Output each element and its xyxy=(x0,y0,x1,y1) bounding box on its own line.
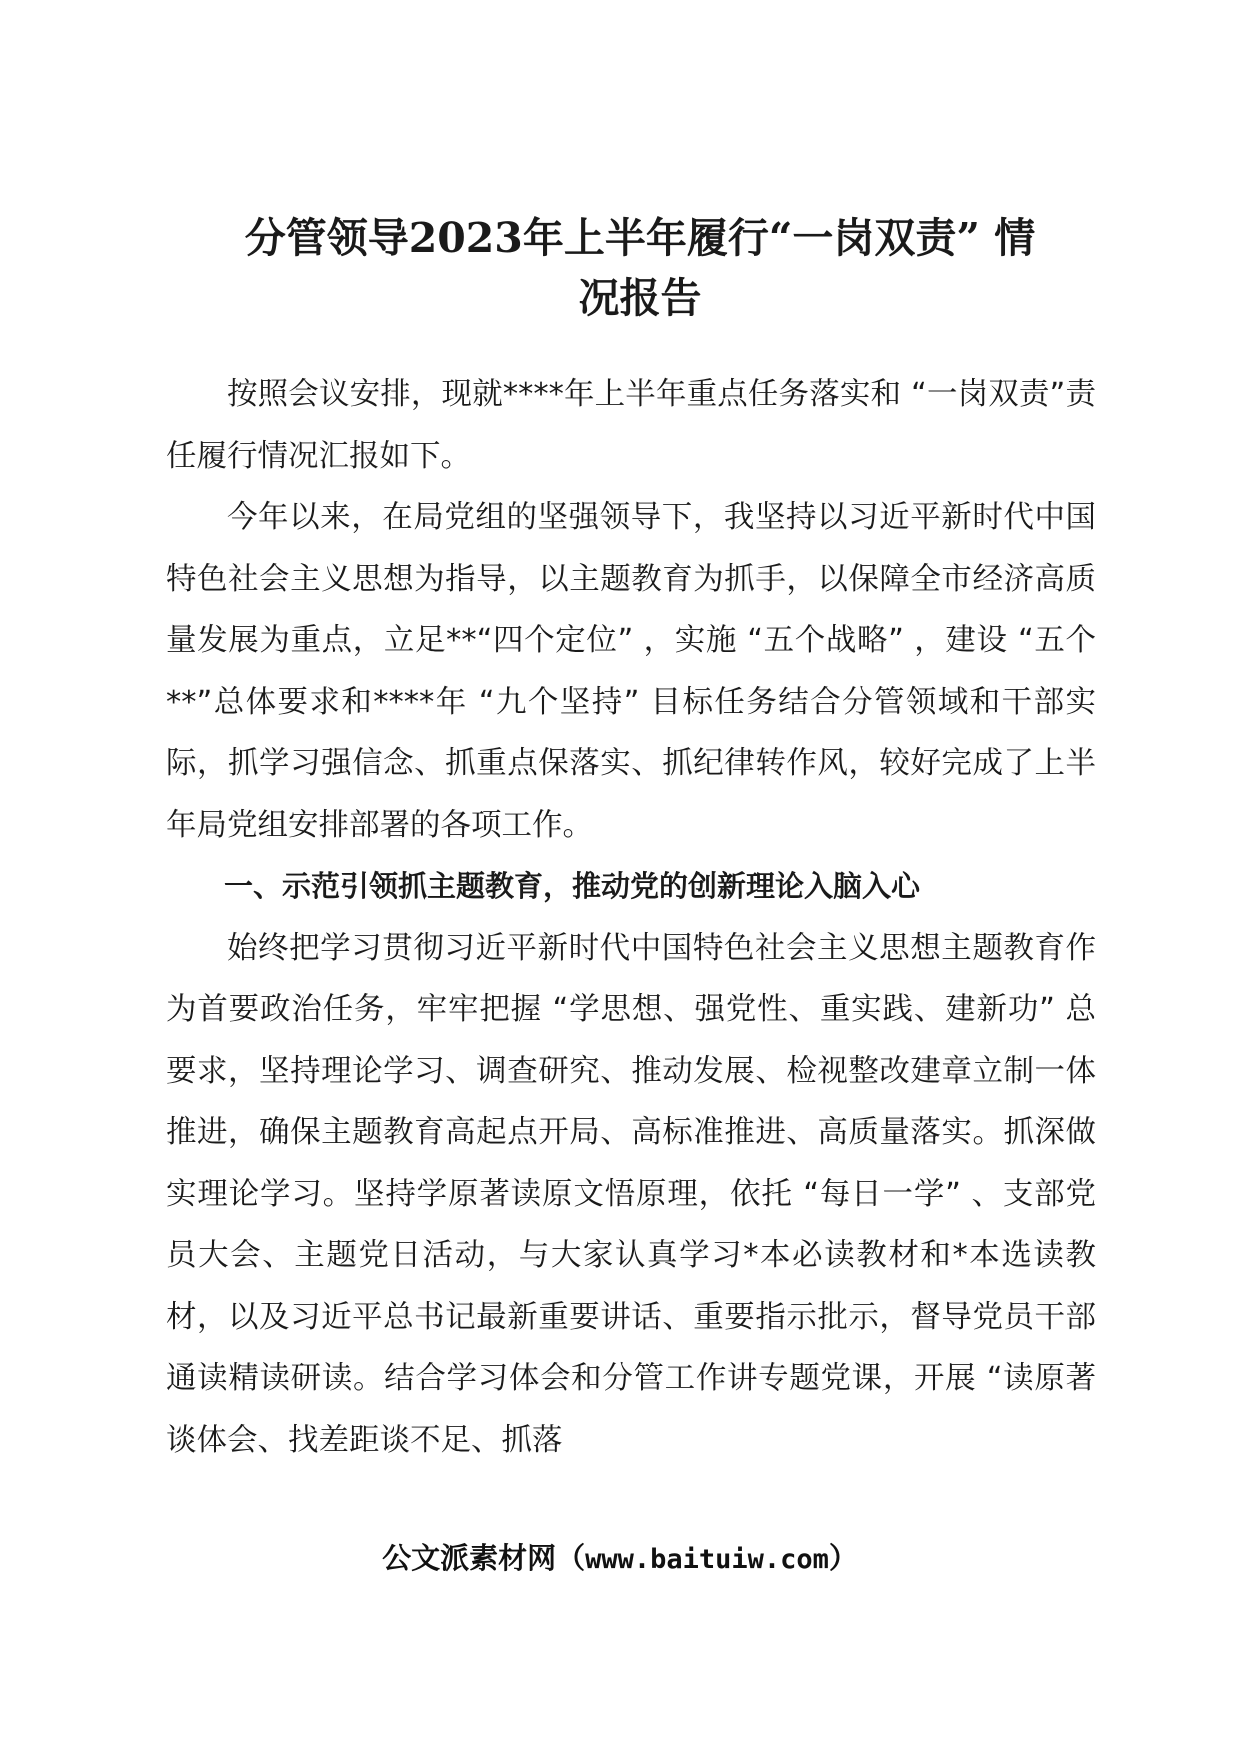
section-paragraph: 始终把学习贯彻习近平新时代中国特色社会主义思想主题教育作为首要政治任务，牢牢把握 “学思想、强党性、重实践、建新功” 总要求，坚持理论学习、调查研究、推动发展、检视整改建章立制一体推进，确保主题教育高起点开局、高标准推进、高质量落实。抓深做实理论学习。坚持学原著读原文悟原理，依托 “每日一学” 、支部党员大会、主题党日活动，与大家认真学习*本必读教材和*本选读教材，以及习近平总书记最新重要讲话、重要指示批示，督导党员干部通读精读研读。结合学习体会和分管工作讲专题党课，开展 “读原著谈体会、找差距谈不足、抓落 xyxy=(166,930,1096,1458)
footer-watermark xyxy=(0,1538,1240,1580)
title-line-2: 况报告 xyxy=(578,274,702,322)
section-heading: 一、示范引领抓主题教育，推动党的创新理论入脑入心 xyxy=(224,869,921,903)
document-body xyxy=(166,364,1096,1471)
document-title xyxy=(160,208,1120,328)
intro-paragraph: 按照会议安排，现就****年上半年重点任务落实和 “一岗双责”责任履行情况汇报如下。 xyxy=(166,377,1096,474)
footer-site-name: 公文派素材网（ xyxy=(382,1541,586,1575)
footer-site-close: ） xyxy=(828,1541,858,1575)
footer-site-url: www.baituiw.com xyxy=(585,1544,829,1575)
title-line-1: 分管领导2023年上半年履行“一岗双责” 情 xyxy=(244,214,1036,262)
summary-paragraph: 今年以来，在局党组的坚强领导下，我坚持以习近平新时代中国特色社会主义思想为指导，以主题教育为抓手，以保障全市经济高质量发展为重点，立足**“四个定位” ，实施 “五个战略” ，建设 “五个**”总体要求和****年 “九个坚持” 目标任务结合分管领域和干部实际，抓学习强信念、抓重点保落实、抓纪律转作风，较好完成了上半年局党组安排部署的各项工作。 xyxy=(166,500,1096,843)
